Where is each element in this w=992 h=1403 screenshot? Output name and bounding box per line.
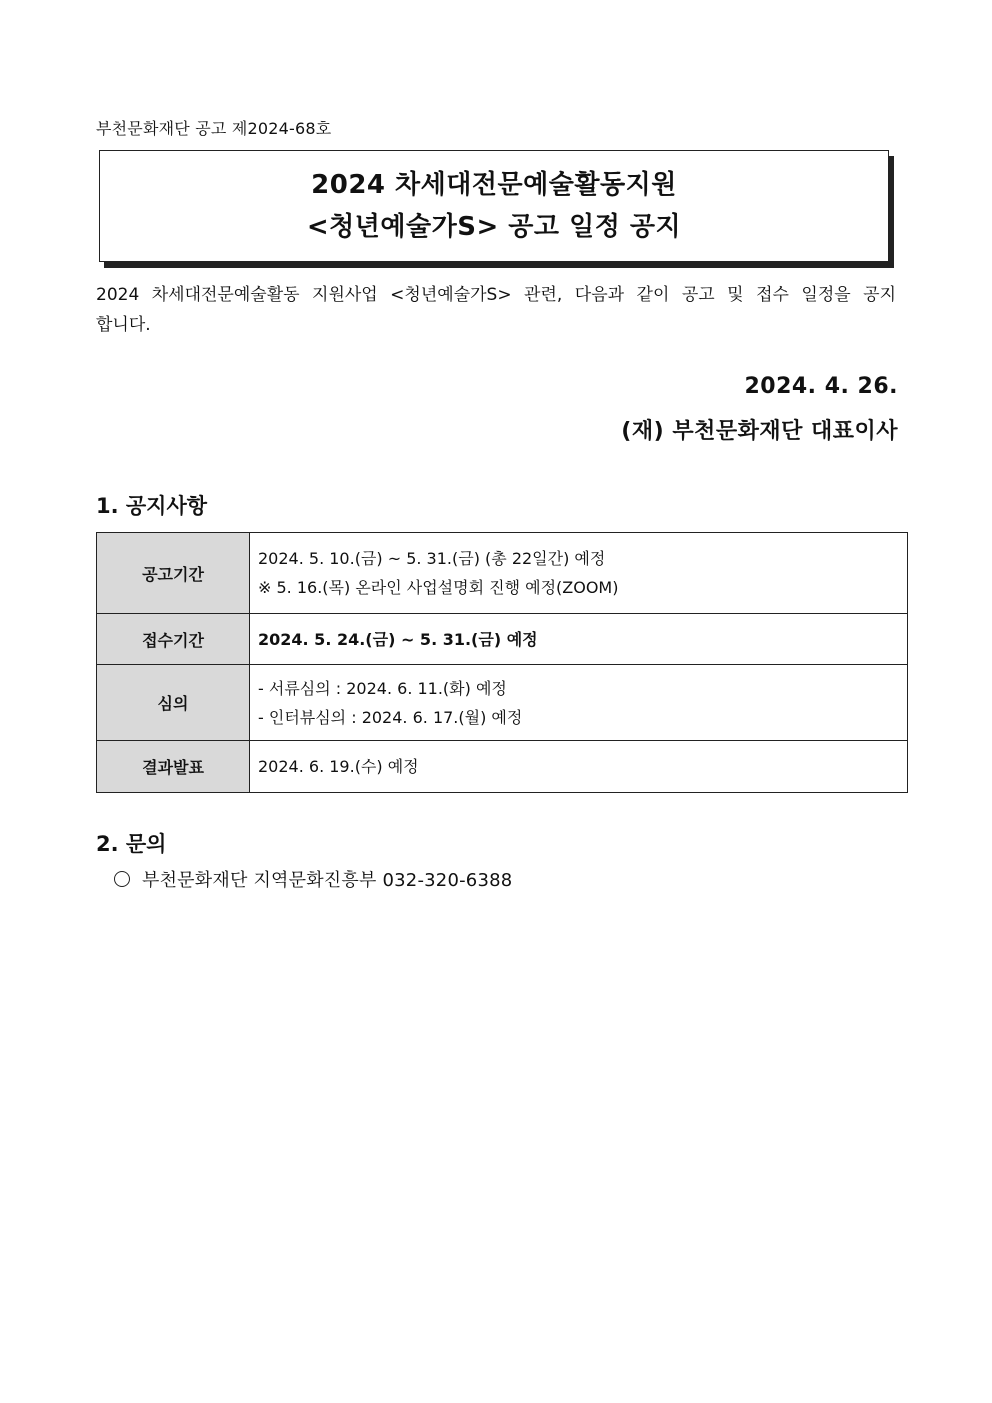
value-line: - 인터뷰심의 : 2024. 6. 17.(월) 예정 [258, 707, 523, 727]
value-line: 2024. 5. 10.(금) ~ 5. 31.(금) (총 22일간) 예정 [258, 549, 606, 568]
table-row [97, 741, 908, 793]
value-line: 2024. 5. 24.(금) ~ 5. 31.(금) 예정 [258, 629, 538, 649]
issuing-organization: (재) 부천문화재단 대표이사 [621, 419, 898, 444]
row-label-announcement-period: 공고기간 [97, 533, 250, 614]
document-number: 부천문화재단 공고 제2024-68호 [96, 119, 332, 138]
value-line: ※ 5. 16.(목) 온라인 사업설명회 진행 예정(ZOOM) [258, 578, 619, 597]
section-1-heading: 1. 공지사항 [96, 494, 208, 518]
value-line: 2024. 6. 19.(수) 예정 [258, 757, 419, 776]
row-value-application-period [250, 614, 908, 665]
row-label-review: 심의 [97, 665, 250, 741]
notice-date: 2024. 4. 26. [744, 374, 898, 399]
notice-schedule-table [96, 532, 908, 793]
section-2-heading: 2. 문의 [96, 832, 167, 856]
intro-paragraph: 2024 차세대전문예술활동 지원사업 <청년예술가S> 관련, 다음과 같이 공고 및 접수 일정을 공지합니다. [96, 285, 896, 335]
table-row [97, 614, 908, 665]
row-label-application-period: 접수기간 [97, 614, 250, 665]
contact-line [114, 866, 512, 892]
title-line-1: 2024 차세대전문예술활동지원 [311, 170, 677, 200]
row-value-announcement-period [250, 533, 908, 614]
row-label-result-announcement: 결과발표 [97, 741, 250, 793]
row-value-review [250, 665, 908, 741]
value-line: - 서류심의 : 2024. 6. 11.(화) 예정 [258, 678, 507, 698]
row-value-result-announcement [250, 741, 908, 793]
table-row [97, 533, 908, 614]
contact-text: 부천문화재단 지역문화진흥부 032-320-6388 [142, 870, 513, 891]
circle-bullet-icon [114, 871, 130, 887]
table-row [97, 665, 908, 741]
title-line-2: <청년예술가S> 공고 일정 공지 [306, 212, 682, 242]
title-box [99, 150, 889, 262]
